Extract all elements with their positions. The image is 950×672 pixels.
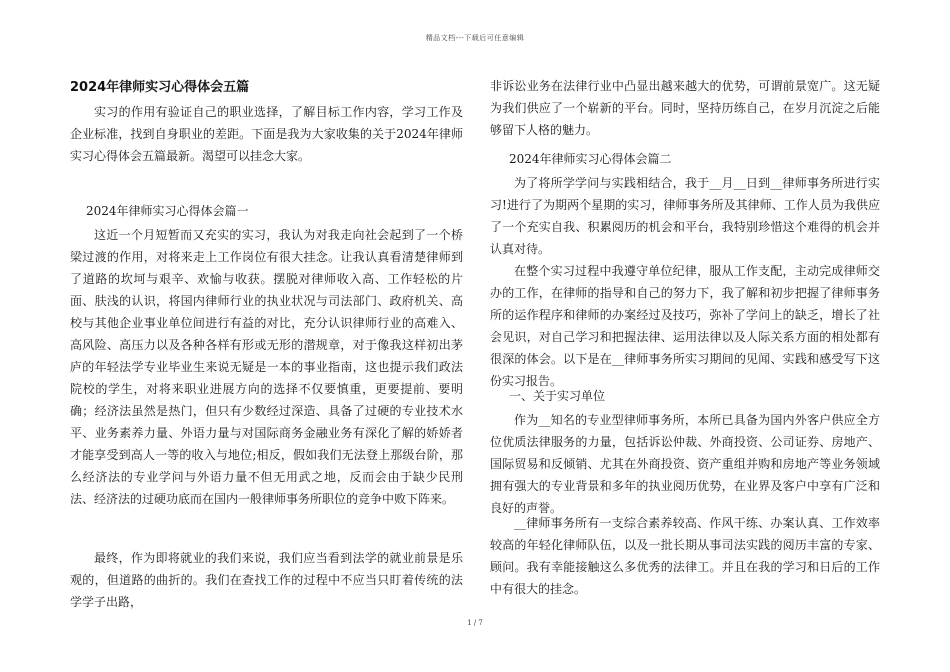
paragraph-6: __律师事务所有一支综合素养较高、作风干练、办案认真、工作效率较高的年轻化律师队伍，以及一批长期从事司法实践的阅历丰富的专家、顾问。我有幸能接触这么多优秀的法律工。并且在我的学习和日后的工作中有很大的挂念。 (490, 516, 880, 596)
page-header: 精品文档---下载后可任意编辑 (425, 34, 525, 42)
paragraph-2: 最终，作为即将就业的我们来说，我们应当看到法学的就业前景是乐观的，但道路的曲折的。我们在查找工作的过程中不应当只盯着传统的法学学子出路， (70, 551, 463, 609)
intro-paragraph: 实习的作用有验证自己的职业选择，了解目标工作内容，学习工作及企业标准，找到自身职业的差距。下面是我为大家收集的关于2024年律师实习心得体会五篇最新。渴望可以挂念大家。 (70, 105, 463, 163)
continued-paragraph: 非诉讼业务在法律行业中凸显出越来越大的优势，可谓前景宽广。这无疑为我们供应了一个崭新的平台。同时，坚持历练自己，在岁月沉淀之后能够留下人格的魅力。 (490, 79, 880, 137)
page-number: 1 / 7 (467, 619, 483, 627)
section-heading-3: 一、关于实习单位 (509, 389, 606, 403)
section-heading-1: 2024年律师实习心得体会篇一 (86, 204, 249, 218)
paragraph-5: 作为__知名的专业型律师事务所，本所已具备为国内外客户供应全方位优质法律服务的力量，包括诉讼仲裁、外商投资、公司证券、房地产、国际贸易和反倾销、尤其在外商投资、资产重组并购和房地产等业务领域拥有强大的专业背景和多年的执业阅历优势，在业界及客户中享有广泛和良好的声誉。 (490, 413, 880, 515)
section-heading-2: 2024年律师实习心得体会篇二 (509, 152, 672, 166)
paragraph-3: 为了将所学学问与实践相结合，我于__月__日到__律师事务所进行实习!进行了为期两个星期的实习，律师事务所及其律师、工作人员为我供应了一个充实自我、积累阅历的机会和平台，我特别珍惜这个难得的机会并认真对待。 (490, 176, 880, 256)
document-title: 2024年律师实习心得体会五篇 (70, 80, 250, 95)
paragraph-4: 在整个实习过程中我遵守单位纪律，服从工作支配，主动完成律师交办的工作，在律师的指导和自己的努力下，我了解和初步把握了律师事务所的运作程序和律师的办案经过及技巧，弥补了学问上的缺乏，增长了社会见识，对自己学习和把握法律、运用法律以及人际关系方面的相处都有很深的体会。以下是在__律师事务所实习期间的见闻、实践和感受写下这份实习报告。 (490, 264, 880, 388)
paragraph-1: 这近一个月短暂而又充实的实习，我认为对我走向社会起到了一个桥梁过渡的作用，对将来走上工作岗位有很大挂念。让我认真看清楚律师到了道路的坎坷与艰辛、欢愉与收获。摆脱对律师收入高、工作轻松的片面、肤浅的认识，将国内律师行业的执业状况与司法部门、政府机关、高校与其他企业事业单位间进行有益的对比，充分认识律师行业的高难入、高风险、高压力以及各种各样有形或无形的潜规章，对于像我这样初出茅庐的年轻法学专业毕业生来说无疑是一本的事业指南，这也提示我们政法院校的学生，对将来职业进展方向的选择不仅要慎重，更要提前、要明确；经济法虽然是热门，但只有少数经过深造、具备了过硬的专业技术水平、业务素养力量、外语力量与对国际商务金融业务有深化了解的娇娇者才能享受到高人一等的收入与地位;相反，假如我们无法登上那级台阶，那么经济法的专业学问与外语力量不但无用武之地，反而会由于缺少民刑法、经济法的过硬功底而在国内一般律师事务所职位的竞争中败下阵来。 (70, 228, 463, 506)
